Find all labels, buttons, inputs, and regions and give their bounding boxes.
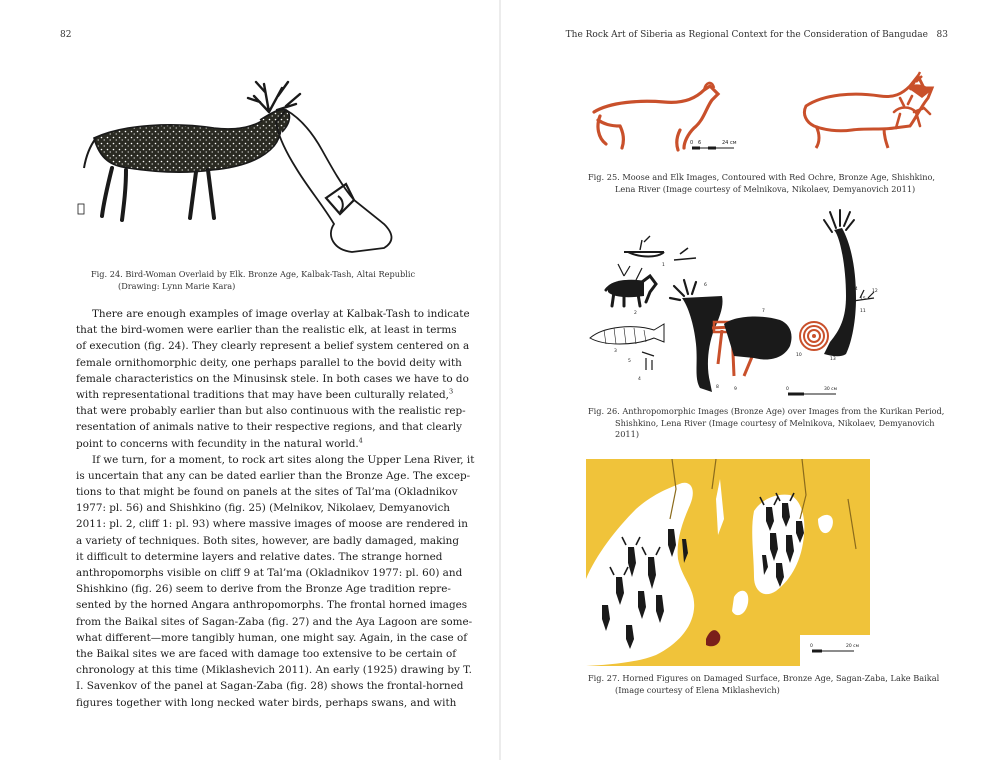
body-line: [76, 597, 468, 613]
fig27-caption: [588, 673, 939, 696]
body-line: [76, 549, 443, 565]
fig27-caption-line2: (Image courtesy of Elena Miklashevich): [615, 684, 780, 695]
boat-figure: [624, 252, 664, 257]
fig26-caption: [588, 406, 944, 441]
fig26-label-13: 13: [830, 357, 836, 362]
body-line: [76, 695, 457, 711]
fig26-label-8: 8: [716, 385, 719, 390]
body-line-text: female ornithomorphic deity, one perhaps parallel to the bovid deity with: [76, 356, 462, 369]
body-text: [76, 306, 475, 711]
fig25-caption-line1: Fig. 25. Moose and Elk Images, Contoured with Red Ochre, Bronze Age, Shishkino,: [588, 172, 935, 182]
body-line-text: resentation of animals native to their respective regions, and that clearly: [76, 421, 462, 434]
fig26-label-6: 6: [704, 283, 707, 288]
body-line: [76, 355, 462, 371]
bird-woman-outline: [276, 110, 392, 252]
body-line-text: is uncertain that any can be dated earlier than the Bronze Age. The excep-: [76, 469, 471, 482]
body-line-text: There are enough examples of image overlay at Kalbak-Tash to indicate: [92, 308, 470, 320]
body-line-text: If we turn, for a moment, to rock art sites along the Upper Lena River, it: [92, 453, 475, 466]
fig26-label-9: 9: [734, 387, 737, 392]
fig26-scale-30: 30 см: [824, 387, 838, 392]
fig27-scale-20: 20 см: [846, 644, 860, 649]
fig25-caption: [588, 172, 935, 195]
body-line: [76, 646, 457, 662]
running-head: [566, 30, 948, 40]
body-line-text: Shishkino (fig. 26) seem to derive from the Bronze Age tradition repre-: [76, 583, 451, 596]
fig24-caption: [91, 269, 415, 292]
fig25-caption-line2: Lena River (Image courtesy of Melnikova, Nikolaev, Demyanovich 2011): [615, 183, 916, 194]
left-page-number: 82: [60, 30, 72, 40]
fig26-label-11: 11: [860, 309, 866, 314]
fig26-label-14: 14: [852, 287, 858, 292]
body-line: [76, 306, 470, 322]
body-line-text: point to concerns with fecundity in the natural world.: [76, 437, 359, 450]
body-line-text: that the bird-women were earlier than the realistic elk, at least in terms: [76, 324, 457, 337]
body-line: [76, 403, 466, 419]
body-line-text: sented by the horned Angara anthropomorphs. The frontal horned images: [76, 599, 468, 612]
body-line-text: I. Savenkov of the panel at Sagan-Zaba (fig. 28) shows the frontal-horned: [76, 680, 464, 693]
body-line: [76, 419, 462, 435]
dark-elk-body: [724, 317, 792, 360]
fig26-label-4: 4: [638, 377, 641, 382]
body-line: [76, 322, 457, 338]
elk-antlers: [248, 82, 300, 112]
right-page-number: 83: [936, 30, 948, 40]
body-line-text: anthropomorphs visible on cliff 9 at Tal’ma (Okladnikov 1977: pl. 60) and: [76, 567, 463, 579]
body-line-text: the Baikal sites we are faced with damage too extensive to be certain of: [76, 647, 457, 660]
fig24-caption-line2: (Drawing: Lynn Marie Kara): [118, 280, 236, 291]
fig27-rock-surface: [586, 459, 870, 666]
body-line: [76, 371, 469, 387]
fig26-elk-body: [608, 280, 644, 297]
body-line: [76, 614, 473, 630]
fig25-scale-6: 6: [698, 140, 702, 146]
elk-legs: [102, 168, 214, 220]
body-line: [76, 436, 429, 452]
body-line: [76, 484, 458, 500]
fig26-scale-bar: [786, 386, 837, 396]
body-line: [76, 452, 475, 468]
fig27-scale-0: 0: [810, 644, 813, 649]
page-gutter: [499, 0, 501, 760]
fig26-label-1: 1: [662, 263, 665, 268]
body-line-text: from the Baikal sites of Sagan-Zaba (fig. 27) and the Aya Lagoon are some-: [76, 615, 473, 628]
body-line: [76, 516, 468, 532]
fig26-scale-0: 0: [786, 387, 789, 392]
elk-body: [94, 112, 281, 172]
damage-area-left: [586, 483, 694, 666]
footnote-marker[interactable]: 3: [449, 387, 454, 396]
artist-monogram: [78, 204, 84, 214]
fig26-label-2: 2: [634, 311, 637, 316]
body-line-text: with representational traditions that may have been culturally related,: [76, 388, 449, 401]
fig24-elk-drawing: [64, 76, 424, 262]
body-line: [76, 500, 450, 516]
fig26-label-7: 7: [762, 309, 765, 314]
fig26-caption-line2: Shishkino, Lena River (Image courtesy of Melnikova, Nikolaev, Demyanovich: [615, 417, 935, 428]
body-line: [76, 630, 468, 646]
body-line-text: figures together with long necked water birds, perhaps swans, and with: [76, 696, 457, 709]
body-line-text: a variety of techniques. Both sites, however, are badly damaged, making: [76, 534, 460, 547]
body-line-text: 2011: pl. 2, cliff 1: pl. 93) where massive images of moose are rendered in: [76, 518, 468, 531]
fig25-moose-images: [584, 68, 944, 162]
body-line: [76, 338, 470, 354]
fig26-label-15: 15: [860, 297, 866, 302]
body-line-text: tions to that might be found on panels at the sites of Tal’ma (Okladnikov: [76, 486, 458, 499]
body-line: [76, 533, 460, 549]
body-line: [76, 387, 454, 403]
body-line: [76, 678, 464, 694]
fish-outline: [590, 324, 664, 344]
fig26-label-10: 10: [796, 353, 802, 358]
fig26-label-12: 12: [872, 289, 878, 294]
footnote-marker[interactable]: 4: [358, 436, 363, 445]
fig26-anthropomorphic-images: [584, 206, 904, 400]
fig25-scale-24: 24 см: [722, 140, 737, 146]
body-line-text: it difficult to determine layers and relative dates. The strange horned: [76, 550, 443, 563]
fig27-horned-figures: [586, 459, 870, 666]
fig25-scale-0: 0: [690, 140, 694, 146]
fig27-scale-bar: [800, 635, 870, 666]
concentric-circles: [800, 322, 828, 350]
body-line: [76, 581, 451, 597]
body-line: [76, 662, 472, 678]
body-line: [76, 468, 471, 484]
fig26-caption-line1: Fig. 26. Anthropomorphic Images (Bronze Age) over Images from the Kurikan Period,: [588, 406, 945, 416]
body-line: [76, 565, 463, 581]
running-head-title: The Rock Art of Siberia as Regional Context for the Consideration of Bangudae: [565, 30, 928, 40]
fig24-caption-line1: Fig. 24. Bird-Woman Overlaid by Elk. Bronze Age, Kalbak-Tash, Altai Republic: [91, 269, 416, 279]
fig26-label-3: 3: [614, 349, 617, 354]
body-line-text: of execution (fig. 24). They clearly represent a belief system centered on a: [76, 340, 470, 353]
fig25-scale-bar: [690, 140, 737, 150]
body-line-text: female characteristics on the Minusinsk stele. In both cases we have to do: [76, 372, 469, 385]
anthropomorph-left: [682, 296, 723, 392]
fig26-caption-line3: 2011): [615, 429, 640, 439]
body-line-text: that were probably earlier than but also continuous with the realistic rep-: [76, 405, 466, 418]
fig27-caption-line1: Fig. 27. Horned Figures on Damaged Surface, Bronze Age, Sagan-Zaba, Lake Baikal: [588, 673, 940, 683]
body-line-text: what different—more tangibly human, one might say. Again, in the case of: [76, 631, 468, 644]
fig26-label-5: 5: [628, 359, 631, 364]
body-line-text: 1977: pl. 56) and Shishkino (fig. 25) (Melnikov, Nikolaev, Demyanovich: [76, 502, 450, 515]
body-line-text: chronology at this time (Miklashevich 2011). An early (1925) drawing by T.: [76, 664, 472, 677]
